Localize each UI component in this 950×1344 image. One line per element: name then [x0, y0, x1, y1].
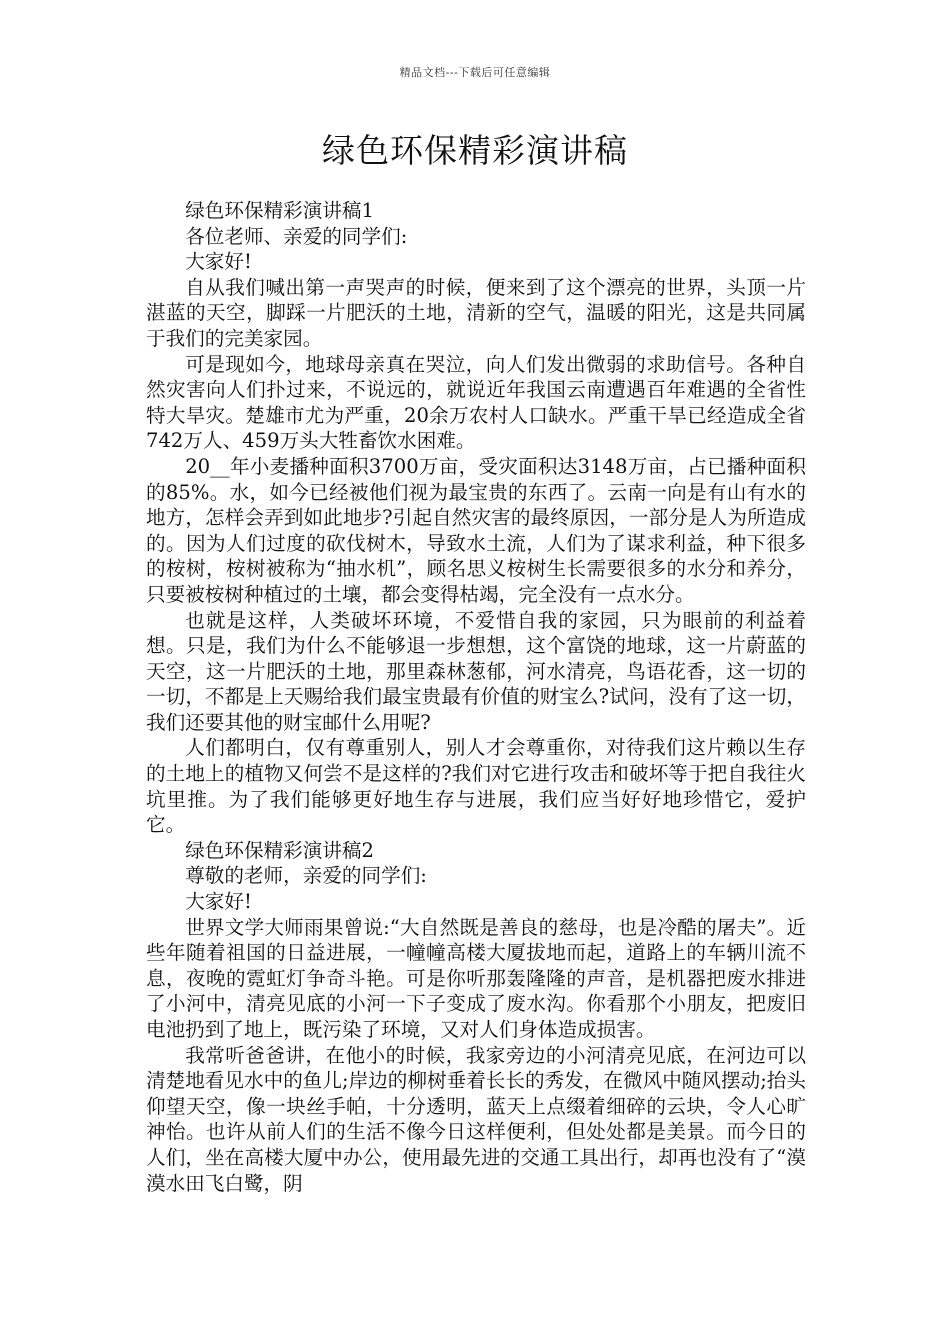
body-paragraph: 世界文学大师雨果曾说:“大自然既是善良的慈母，也是冷酷的屠夫”。近些年随着祖国的日益进展，一幢幢高楼大厦拔地而起，道路上的车辆川流不息，夜晚的霓虹灯争奇斗艳。可是你听那轰隆隆的声音，是机器把废水排进了小河中，清亮见底的小河一下子变成了废水沟。你看那个小朋友，把废旧电池扔到了地上，既污染了环境，又对人们身体造成损害。 [146, 915, 806, 1041]
speech-2-heading: 绿色环保精彩演讲稿2 [185, 838, 374, 862]
body-paragraph: 我常听爸爸讲，在他小的时候，我家旁边的小河清亮见底，在河边可以清楚地看见水中的鱼儿;岸边的柳树垂着长长的秀发，在微风中随风摆动;抬头仰望天空，像一块丝手帕，十分透明，蓝天上点缀着细碎的云块，令人心旷神怡。也许从前人们的生活不像今日这样便利，但处处都是美景。而今日的人们，坐在高楼大厦中办公，使用最先进的交通工具出行，却再也没有了“漠漠水田飞白鹭，阴 [146, 1043, 806, 1195]
salutation: 尊敬的老师，亲爱的同学们: [185, 864, 427, 888]
body-paragraph: 自从我们喊出第一声哭声的时候，便来到了这个漂亮的世界，头顶一片湛蓝的天空，脚踩一片肥沃的土地，清新的空气，温暖的阳光，这是共同属于我们的完美家园。 [146, 275, 806, 350]
greeting: 大家好! [185, 890, 252, 914]
greeting: 大家好! [185, 250, 252, 274]
document-title: 绿色环保精彩演讲稿 [322, 131, 628, 170]
body-paragraph: 人们都明白，仅有尊重别人，别人才会尊重你，对待我们这片赖以生存的土地上的植物又何尝不是这样的?我们对它进行攻击和破坏等于把自我往火坑里推。为了我们能够更好地生存与进展，我们应当好好地珍惜它，爱护它。 [146, 736, 806, 837]
salutation: 各位老师、亲爱的同学们: [185, 224, 408, 248]
body-paragraph: 20__年小麦播种面积3700万亩，受灾面积达3148万亩，占已播种面积的85%。水，如今已经被他们视为最宝贵的东西了。云南一向是有山有水的地方，怎样会弄到如此地步?引起自然灾害的最终原因，一部分是人为所造成的。因为人们过度的砍伐树木，导致水土流，人们为了谋求利益，种下很多的桉树，桉树被称为“抽水机”，顾名思义桉树生长需要很多的水分和养分，只要被桉树种植过的土壤，都会变得枯竭，完全没有一点水分。 [146, 454, 806, 606]
header-note: 精品文档---下载后可任意编辑 [399, 66, 551, 79]
document-body [146, 198, 806, 1196]
body-paragraph: 可是现如今，地球母亲真在哭泣，向人们发出微弱的求助信号。各种自然灾害向人们扑过来，不说远的，就说近年我国云南遭遇百年难遇的全省性特大旱灾。楚雄市尤为严重，20余万农村人口缺水。严重干旱已经造成全省742万人、459万头大牲畜饮水困难。 [146, 352, 806, 453]
body-paragraph: 也就是这样，人类破坏环境，不爱惜自我的家园，只为眼前的利益着想。只是，我们为什么不能够退一步想想，这个富饶的地球，这一片蔚蓝的天空，这一片肥沃的土地，那里森林葱郁，河水清亮，鸟语花香，这一切的一切，不都是上天赐给我们最宝贵最有价值的财宝么?试问，没有了这一切，我们还要其他的财宝邮什么用呢? [146, 608, 806, 734]
speech-1-heading: 绿色环保精彩演讲稿1 [185, 199, 374, 222]
